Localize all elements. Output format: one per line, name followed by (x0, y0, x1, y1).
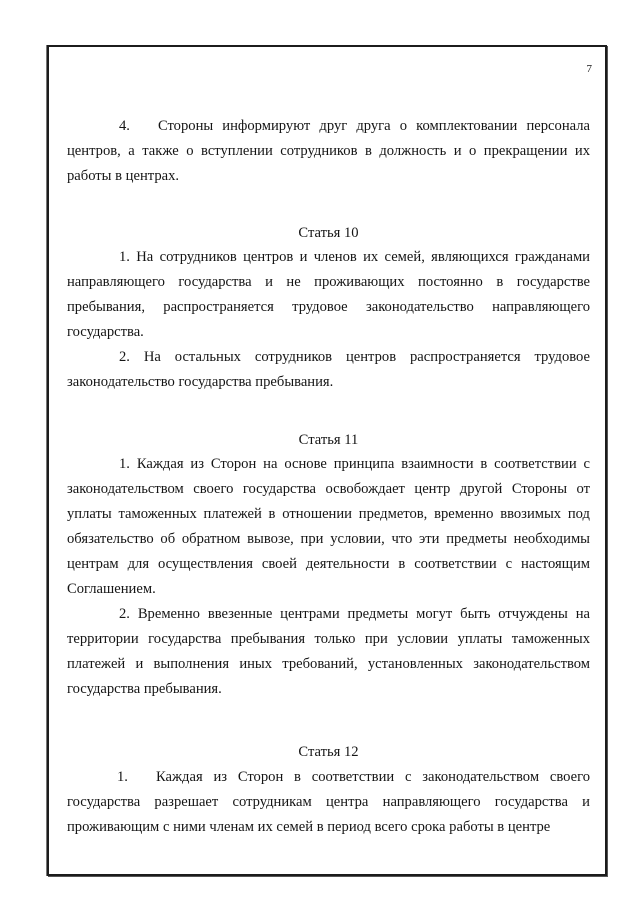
page-number: 7 (586, 63, 592, 75)
article-11-paragraph-2: 2. Временно ввезенные центрами предметы могут быть отчуждены на территории государства пребывания только при условии уплаты таможенных платежей и выполнения иных требований, установленных законодательством государства пребывания. (67, 606, 590, 697)
article-10-paragraph-2: 2. На остальных сотрудников центров распространяется трудовое законодательство государства пребывания. (67, 349, 590, 390)
article-12-heading: Статья 12 (298, 744, 359, 760)
article-11-body (67, 452, 590, 702)
item-4-block (67, 114, 590, 189)
article-11-paragraph-1: 1. Каждая из Сторон на основе принципа взаимности в соответствии с законодательством своего государства освобождает центр другой Стороны от уплаты таможенных платежей в отношении предметов, временно ввозимых под обязательство об обратном вывозе, при условии, что эти предметы необходимы центрам для осуществления своей деятельности в соответствии с настоящим Соглашением. (67, 456, 590, 597)
article-10-body (67, 245, 590, 395)
article-12-body (67, 765, 590, 840)
article-12-number: 1. (117, 769, 128, 785)
item-4-text: Стороны информируют друг друга о комплектовании персонала центров, а также о вступлении сотрудников в должность и о прекращении их работы в центрах. (67, 118, 590, 184)
article-12-paragraph-1 (67, 765, 590, 840)
article-10-paragraph-1: 1. На сотрудников центров и членов их семей, являющихся гражданами направляющего государства и не проживающих постоянно в государстве пребывания, распространяется трудовое законодательство направляющего государства. (67, 249, 590, 340)
item-4-paragraph (67, 114, 590, 189)
article-12-text: Каждая из Сторон в соответствии с законодательством своего государства разрешает сотрудникам центра направляющего государства и проживающим с ними членам их семей в период всего срока работы в центре (67, 769, 590, 835)
document-page (47, 45, 607, 876)
article-11-heading: Статья 11 (298, 432, 359, 448)
article-10-heading: Статья 10 (298, 225, 359, 241)
item-4-number: 4. (119, 118, 130, 134)
